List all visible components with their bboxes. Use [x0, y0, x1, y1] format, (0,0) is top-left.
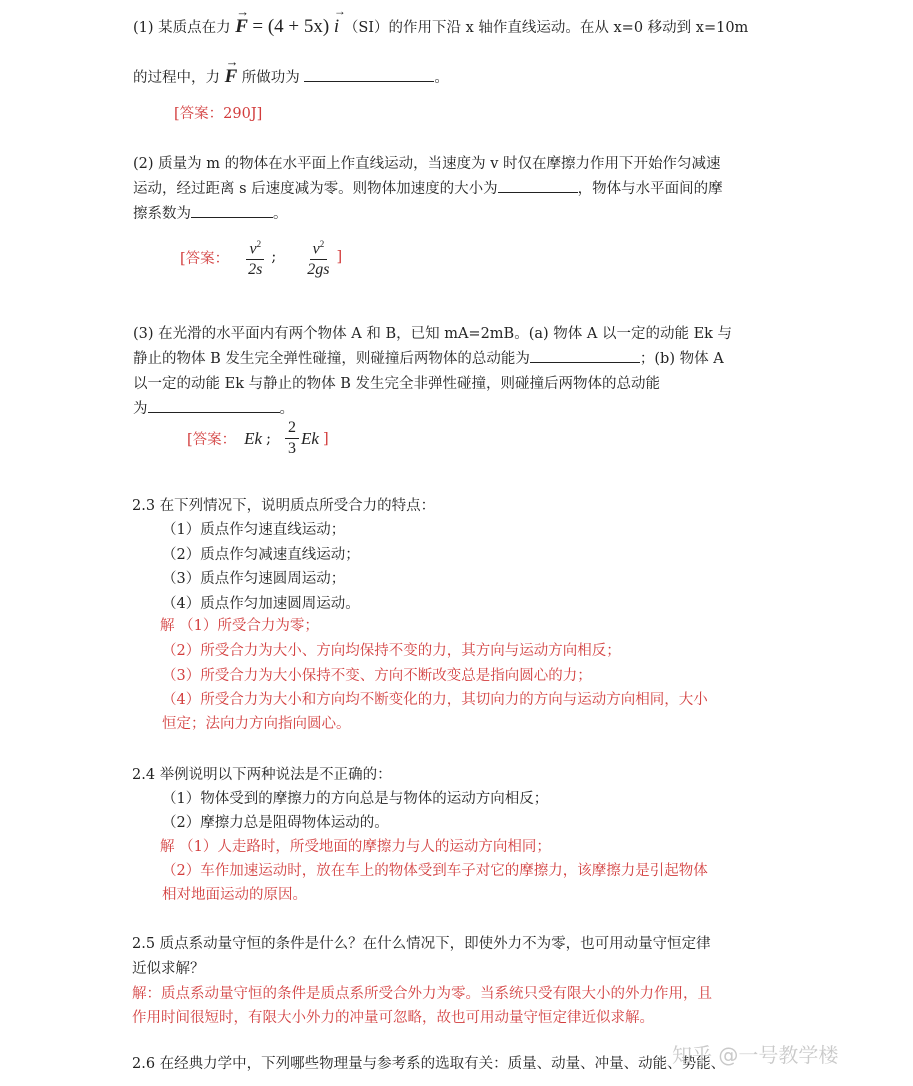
blank-friction-coefficient[interactable]	[191, 203, 273, 218]
p3-answer	[187, 418, 329, 459]
p1-line2-pre: 的过程中，力	[133, 70, 220, 86]
q25-answer-line2: 作用时间很短时，有限大小外力的冲量可忽略，故也可用动量守恒定律近似求解。	[132, 1010, 654, 1026]
q23-item: （3）质点作匀速圆周运动；	[162, 571, 346, 587]
blank-work[interactable]	[304, 67, 434, 82]
fraction-2: $\frac{v^2}{2gs}$	[304, 234, 332, 280]
q24-answer-line: （2）车作加速运动时，放在车上的物体受到车子对它的摩擦力，该摩擦力是引起物体	[162, 863, 708, 879]
p3-line3: 以一定的动能 Ek 与静止的物体 B 发生完全非弹性碰撞，则碰撞后两物体的总动能	[133, 376, 660, 392]
p3-sep: ;	[266, 430, 271, 447]
q25-title-line2: 近似求解？	[132, 961, 205, 977]
fraction-two-thirds: $\frac{2}{3}$	[285, 418, 299, 459]
q26-title: 2.6 在经典力学中，下列哪些物理量与参考系的选取有关：质量、动量、冲量、动能、势能、	[132, 1056, 726, 1072]
p1-end: 。	[434, 70, 449, 86]
q23-title: 2.3 在下列情况下，说明质点所受合力的特点：	[132, 498, 436, 514]
p2-answer	[180, 234, 342, 280]
q23-answer-line: （2）所受合力为大小、方向均保持不变的力，其方向与运动方向相反；	[162, 643, 621, 659]
p3-line2-post: ；(b) 物体 A	[639, 351, 724, 367]
p1-answer: [答案：290J]	[174, 106, 263, 122]
vector-F: → F	[235, 4, 250, 37]
p3-line1: (3) 在光滑的水平面内有两个物体 A 和 B，已知 mA=2mB。(a) 物体 A 以一定的动能 Ek 与	[133, 326, 733, 342]
q25-title-line1: 2.5 质点系动量守恒的条件是什么？在什么情况下，即使外力不为零，也可用动量守恒定律	[132, 936, 711, 952]
p1-line1	[133, 4, 749, 38]
q24-answer-line: 相对地面运动的原因。	[162, 887, 307, 903]
p3-line4-pre: 为	[133, 401, 148, 417]
p3-answer-ek: Ek	[244, 428, 263, 448]
watermark: 知乎 @一号教学楼	[672, 1043, 839, 1067]
formula-expression: = (4 + 5x)	[252, 16, 330, 37]
p3-line2	[133, 347, 724, 368]
p2-end: 。	[273, 206, 288, 222]
q23-answer-line: （4）所受合力为大小和方向均不断变化的力，其切向力的方向与运动方向相同，大小	[162, 692, 708, 708]
p1-text-post: （SI）的作用下沿 x 轴作直线运动。在从 x=0 移动到 x=10m	[343, 20, 749, 36]
p2-line1: (2) 质量为 m 的物体在水平面上作直线运动，当速度为 v 时仅在摩擦力作用下开始作匀减速	[133, 156, 721, 172]
fraction-1: $\frac{v^2}{2s}$	[245, 234, 265, 280]
p1-line2	[133, 54, 449, 88]
p3-line2-pre: 静止的物体 B 发生完全弹性碰撞，则碰撞后两物体的总动能为	[133, 351, 530, 367]
vector-F-2: → F	[224, 54, 239, 87]
p3-line4	[133, 397, 294, 418]
p2-line2-pre: 运动，经过距离 s 后速度减为零。则物体加速度的大小为	[133, 181, 498, 197]
p2-line3	[133, 202, 288, 223]
p3-answer-close: ]	[322, 430, 329, 447]
q23-answer-line: 恒定；法向力方向指向圆心。	[162, 716, 351, 732]
blank-inelastic-energy[interactable]	[148, 398, 280, 413]
p1-text: (1) 某质点在力	[133, 20, 231, 36]
p3-answer-label: [答案：	[187, 432, 237, 448]
vector-i: → i	[333, 4, 346, 37]
q24-item: （2）摩擦力总是阻碍物体运动的。	[162, 815, 389, 831]
p2-line3-pre: 擦系数为	[133, 206, 191, 222]
q23-item: （2）质点作匀减速直线运动；	[162, 547, 360, 563]
q23-answer-line: （3）所受合力为大小保持不变、方向不断改变总是指向圆心的力；	[162, 668, 592, 684]
blank-elastic-energy[interactable]	[530, 348, 640, 363]
q23-item: （4）质点作匀加速圆周运动。	[162, 596, 360, 612]
p3-answer-ek-2: Ek	[301, 428, 319, 448]
q25-answer-line1: 解：质点系动量守恒的条件是质点系所受合外力为零。当系统只受有限大小的外力作用，且	[132, 986, 712, 1002]
p2-line2-post: ，物体与水平面间的摩	[577, 181, 723, 197]
q24-item: （1）物体受到的摩擦力的方向总是与物体的运动方向相反；	[162, 791, 549, 807]
p3-end: 。	[279, 401, 294, 417]
p2-sep: ;	[271, 249, 277, 266]
q24-title: 2.4 举例说明以下两种说法是不正确的：	[132, 767, 392, 783]
p2-answer-label: [答案：	[180, 250, 230, 267]
p2-line2	[133, 177, 723, 198]
q24-answer-line: 解 （1）人走路时，所受地面的摩擦力与人的运动方向相同；	[160, 839, 551, 855]
blank-acceleration[interactable]	[498, 178, 578, 193]
p1-line2-post: 所做功为	[241, 70, 300, 86]
q23-item: （1）质点作匀速直线运动；	[162, 522, 346, 538]
p2-answer-close: ]	[336, 249, 343, 266]
q23-answer-line: 解 （1）所受合力为零；	[160, 618, 319, 634]
